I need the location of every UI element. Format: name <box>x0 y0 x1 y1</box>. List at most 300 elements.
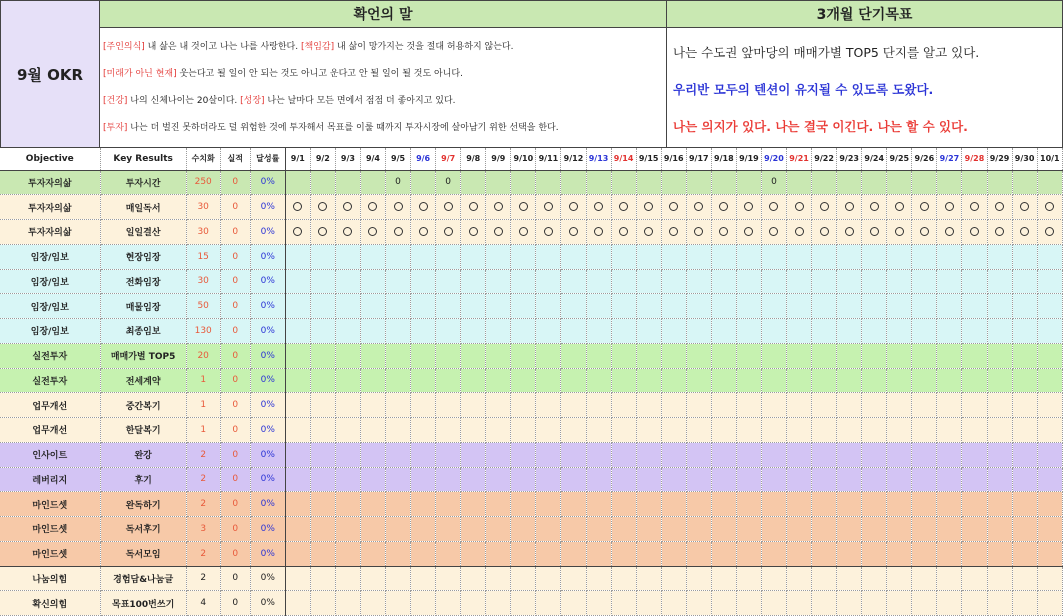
day-cell[interactable] <box>711 566 736 591</box>
day-cell[interactable] <box>486 393 511 418</box>
day-cell[interactable] <box>887 319 912 344</box>
day-cell[interactable] <box>386 591 411 616</box>
day-cell[interactable] <box>611 418 636 443</box>
day-cell[interactable] <box>511 492 536 517</box>
day-cell[interactable] <box>837 541 862 566</box>
day-cell[interactable] <box>962 170 987 195</box>
key-result-cell[interactable]: 독서모임 <box>100 541 186 566</box>
day-cell[interactable] <box>761 591 786 616</box>
day-cell[interactable] <box>837 467 862 492</box>
day-cell[interactable] <box>837 220 862 245</box>
day-cell[interactable] <box>636 492 661 517</box>
day-cell[interactable] <box>736 220 761 245</box>
day-cell[interactable] <box>962 368 987 393</box>
day-cell[interactable] <box>736 368 761 393</box>
day-cell[interactable] <box>887 467 912 492</box>
day-cell[interactable] <box>486 368 511 393</box>
day-cell[interactable] <box>686 492 711 517</box>
day-cell[interactable] <box>711 294 736 319</box>
day-cell[interactable] <box>887 442 912 467</box>
day-cell[interactable] <box>360 294 385 319</box>
day-cell[interactable] <box>561 393 586 418</box>
day-cell[interactable] <box>837 343 862 368</box>
key-result-cell[interactable]: 한달복기 <box>100 418 186 443</box>
col-header-rate[interactable]: 달성률 <box>250 148 285 170</box>
day-cell[interactable] <box>586 343 611 368</box>
day-cell[interactable] <box>812 517 837 542</box>
day-cell[interactable] <box>837 442 862 467</box>
day-cell[interactable] <box>611 492 636 517</box>
day-cell[interactable] <box>912 220 937 245</box>
day-cell[interactable] <box>812 418 837 443</box>
day-cell[interactable] <box>561 591 586 616</box>
rate-cell[interactable]: 0% <box>250 343 285 368</box>
objective-cell[interactable]: 인사이트 <box>0 442 100 467</box>
day-cell[interactable] <box>987 591 1012 616</box>
day-cell[interactable] <box>335 591 360 616</box>
day-cell[interactable] <box>411 368 436 393</box>
objective-cell[interactable]: 업무개선 <box>0 418 100 443</box>
col-header-day[interactable]: 9/18 <box>711 148 736 170</box>
day-cell[interactable] <box>636 294 661 319</box>
day-cell[interactable] <box>310 269 335 294</box>
day-cell[interactable] <box>661 343 686 368</box>
day-cell[interactable] <box>360 319 385 344</box>
day-cell[interactable] <box>812 467 837 492</box>
actual-cell[interactable]: 0 <box>220 220 250 245</box>
day-cell[interactable] <box>335 541 360 566</box>
objective-cell[interactable]: 업무개선 <box>0 393 100 418</box>
day-cell[interactable] <box>812 442 837 467</box>
actual-cell[interactable]: 0 <box>220 170 250 195</box>
day-cell[interactable] <box>736 467 761 492</box>
day-cell[interactable] <box>310 220 335 245</box>
day-cell[interactable] <box>360 442 385 467</box>
day-cell[interactable] <box>887 566 912 591</box>
day-cell[interactable]: 0 <box>386 170 411 195</box>
day-cell[interactable] <box>285 220 310 245</box>
goal-cell[interactable] <box>667 28 1063 148</box>
day-cell[interactable] <box>711 591 736 616</box>
target-cell[interactable]: 2 <box>186 566 220 591</box>
day-cell[interactable] <box>862 591 887 616</box>
day-cell[interactable] <box>761 368 786 393</box>
day-cell[interactable] <box>461 591 486 616</box>
day-cell[interactable] <box>335 294 360 319</box>
day-cell[interactable] <box>1012 368 1037 393</box>
day-cell[interactable] <box>436 368 461 393</box>
day-cell[interactable] <box>461 343 486 368</box>
objective-cell[interactable]: 투자자의삶 <box>0 195 100 220</box>
day-cell[interactable] <box>686 343 711 368</box>
day-cell[interactable] <box>661 442 686 467</box>
day-cell[interactable] <box>636 566 661 591</box>
day-cell[interactable] <box>386 517 411 542</box>
actual-cell[interactable]: 0 <box>220 343 250 368</box>
day-cell[interactable] <box>937 566 962 591</box>
day-cell[interactable] <box>611 517 636 542</box>
day-cell[interactable] <box>937 393 962 418</box>
day-cell[interactable] <box>436 244 461 269</box>
col-header-day[interactable]: 9/10 <box>511 148 536 170</box>
day-cell[interactable] <box>486 170 511 195</box>
day-cell[interactable] <box>335 368 360 393</box>
day-cell[interactable] <box>335 244 360 269</box>
day-cell[interactable] <box>711 393 736 418</box>
day-cell[interactable] <box>1037 442 1062 467</box>
col-header-day[interactable]: 9/2 <box>310 148 335 170</box>
day-cell[interactable] <box>386 269 411 294</box>
day-cell[interactable] <box>335 517 360 542</box>
key-result-cell[interactable]: 매일독서 <box>100 195 186 220</box>
day-cell[interactable] <box>987 195 1012 220</box>
objective-cell[interactable]: 임장/임보 <box>0 269 100 294</box>
day-cell[interactable] <box>837 591 862 616</box>
day-cell[interactable] <box>711 269 736 294</box>
day-cell[interactable] <box>636 244 661 269</box>
day-cell[interactable] <box>486 418 511 443</box>
day-cell[interactable] <box>1037 467 1062 492</box>
day-cell[interactable] <box>536 195 561 220</box>
day-cell[interactable] <box>386 244 411 269</box>
day-cell[interactable] <box>711 343 736 368</box>
day-cell[interactable] <box>511 418 536 443</box>
day-cell[interactable] <box>310 393 335 418</box>
objective-cell[interactable]: 임장/임보 <box>0 294 100 319</box>
day-cell[interactable] <box>937 195 962 220</box>
day-cell[interactable] <box>436 517 461 542</box>
day-cell[interactable] <box>887 418 912 443</box>
day-cell[interactable] <box>812 244 837 269</box>
day-cell[interactable] <box>411 541 436 566</box>
day-cell[interactable] <box>285 442 310 467</box>
actual-cell[interactable]: 0 <box>220 368 250 393</box>
day-cell[interactable] <box>887 591 912 616</box>
rate-cell[interactable]: 0% <box>250 195 285 220</box>
day-cell[interactable] <box>1012 244 1037 269</box>
day-cell[interactable] <box>486 517 511 542</box>
rate-cell[interactable]: 0% <box>250 566 285 591</box>
day-cell[interactable] <box>661 269 686 294</box>
day-cell[interactable] <box>461 319 486 344</box>
day-cell[interactable] <box>486 343 511 368</box>
day-cell[interactable] <box>787 393 812 418</box>
day-cell[interactable] <box>761 319 786 344</box>
day-cell[interactable] <box>887 294 912 319</box>
day-cell[interactable] <box>536 319 561 344</box>
day-cell[interactable] <box>285 170 310 195</box>
day-cell[interactable] <box>837 269 862 294</box>
day-cell[interactable] <box>1012 418 1037 443</box>
day-cell[interactable] <box>486 591 511 616</box>
day-cell[interactable] <box>436 467 461 492</box>
day-cell[interactable] <box>411 566 436 591</box>
day-cell[interactable] <box>461 492 486 517</box>
day-cell[interactable] <box>536 517 561 542</box>
day-cell[interactable] <box>686 319 711 344</box>
day-cell[interactable] <box>686 517 711 542</box>
day-cell[interactable] <box>862 541 887 566</box>
day-cell[interactable] <box>711 442 736 467</box>
day-cell[interactable] <box>912 195 937 220</box>
day-cell[interactable] <box>937 269 962 294</box>
day-cell[interactable] <box>912 418 937 443</box>
day-cell[interactable] <box>411 393 436 418</box>
day-cell[interactable] <box>987 294 1012 319</box>
day-cell[interactable] <box>736 393 761 418</box>
day-cell[interactable] <box>511 541 536 566</box>
day-cell[interactable] <box>536 220 561 245</box>
day-cell[interactable] <box>1012 343 1037 368</box>
day-cell[interactable] <box>285 517 310 542</box>
target-cell[interactable]: 30 <box>186 269 220 294</box>
col-header-day[interactable]: 9/26 <box>912 148 937 170</box>
col-header-day[interactable]: 9/29 <box>987 148 1012 170</box>
day-cell[interactable] <box>736 541 761 566</box>
day-cell[interactable] <box>661 368 686 393</box>
day-cell[interactable] <box>536 269 561 294</box>
day-cell[interactable] <box>987 319 1012 344</box>
day-cell[interactable] <box>1037 517 1062 542</box>
day-cell[interactable] <box>711 418 736 443</box>
day-cell[interactable] <box>461 195 486 220</box>
rate-cell[interactable]: 0% <box>250 517 285 542</box>
day-cell[interactable] <box>686 541 711 566</box>
day-cell[interactable] <box>561 541 586 566</box>
day-cell[interactable] <box>611 244 636 269</box>
rate-cell[interactable]: 0% <box>250 591 285 616</box>
day-cell[interactable] <box>386 541 411 566</box>
day-cell[interactable] <box>1012 591 1037 616</box>
target-cell[interactable]: 2 <box>186 541 220 566</box>
day-cell[interactable] <box>285 244 310 269</box>
day-cell[interactable] <box>360 244 385 269</box>
day-cell[interactable] <box>561 492 586 517</box>
day-cell[interactable] <box>912 269 937 294</box>
day-cell[interactable] <box>812 170 837 195</box>
day-cell[interactable] <box>436 393 461 418</box>
actual-cell[interactable]: 0 <box>220 393 250 418</box>
day-cell[interactable] <box>761 418 786 443</box>
target-cell[interactable]: 30 <box>186 220 220 245</box>
col-header-day[interactable]: 9/21 <box>787 148 812 170</box>
day-cell[interactable] <box>987 418 1012 443</box>
day-cell[interactable] <box>636 170 661 195</box>
day-cell[interactable] <box>962 343 987 368</box>
day-cell[interactable] <box>586 195 611 220</box>
day-cell[interactable] <box>536 566 561 591</box>
day-cell[interactable] <box>461 517 486 542</box>
target-cell[interactable]: 3 <box>186 517 220 542</box>
day-cell[interactable] <box>787 343 812 368</box>
day-cell[interactable] <box>837 244 862 269</box>
day-cell[interactable] <box>686 294 711 319</box>
day-cell[interactable] <box>486 492 511 517</box>
day-cell[interactable] <box>561 418 586 443</box>
day-cell[interactable] <box>937 517 962 542</box>
day-cell[interactable] <box>285 492 310 517</box>
day-cell[interactable] <box>862 492 887 517</box>
actual-cell[interactable]: 0 <box>220 541 250 566</box>
day-cell[interactable] <box>812 393 837 418</box>
day-cell[interactable] <box>360 566 385 591</box>
day-cell[interactable] <box>511 467 536 492</box>
day-cell[interactable] <box>561 269 586 294</box>
rate-cell[interactable]: 0% <box>250 294 285 319</box>
day-cell[interactable] <box>310 541 335 566</box>
day-cell[interactable] <box>436 220 461 245</box>
affirmation-title[interactable]: 확언의 말 <box>100 0 667 28</box>
day-cell[interactable] <box>812 566 837 591</box>
col-header-day[interactable]: 9/27 <box>937 148 962 170</box>
day-cell[interactable] <box>1037 368 1062 393</box>
col-header-day[interactable]: 9/24 <box>862 148 887 170</box>
day-cell[interactable] <box>987 541 1012 566</box>
day-cell[interactable] <box>1037 170 1062 195</box>
day-cell[interactable] <box>661 566 686 591</box>
day-cell[interactable] <box>1037 418 1062 443</box>
day-cell[interactable] <box>787 418 812 443</box>
day-cell[interactable] <box>987 269 1012 294</box>
day-cell[interactable] <box>887 244 912 269</box>
day-cell[interactable] <box>310 244 335 269</box>
col-header-day[interactable]: 9/1 <box>285 148 310 170</box>
day-cell[interactable] <box>962 294 987 319</box>
day-cell[interactable] <box>962 492 987 517</box>
day-cell[interactable] <box>285 591 310 616</box>
col-header-day[interactable]: 9/5 <box>386 148 411 170</box>
day-cell[interactable] <box>787 517 812 542</box>
day-cell[interactable] <box>686 442 711 467</box>
day-cell[interactable] <box>461 442 486 467</box>
day-cell[interactable] <box>761 467 786 492</box>
day-cell[interactable] <box>1012 541 1037 566</box>
day-cell[interactable] <box>310 591 335 616</box>
day-cell[interactable] <box>561 343 586 368</box>
day-cell[interactable] <box>812 294 837 319</box>
day-cell[interactable] <box>736 343 761 368</box>
day-cell[interactable] <box>561 566 586 591</box>
day-cell[interactable] <box>386 442 411 467</box>
day-cell[interactable] <box>736 442 761 467</box>
day-cell[interactable] <box>937 541 962 566</box>
day-cell[interactable] <box>386 220 411 245</box>
day-cell[interactable] <box>386 343 411 368</box>
day-cell[interactable] <box>486 541 511 566</box>
day-cell[interactable] <box>285 294 310 319</box>
day-cell[interactable] <box>285 566 310 591</box>
day-cell[interactable] <box>285 368 310 393</box>
day-cell[interactable] <box>962 566 987 591</box>
key-result-cell[interactable]: 완독하기 <box>100 492 186 517</box>
day-cell[interactable] <box>1012 492 1037 517</box>
day-cell[interactable] <box>386 195 411 220</box>
objective-cell[interactable]: 투자자의삶 <box>0 170 100 195</box>
day-cell[interactable] <box>837 517 862 542</box>
day-cell[interactable] <box>862 368 887 393</box>
day-cell[interactable] <box>962 418 987 443</box>
col-header-key-results[interactable]: Key Results <box>100 148 186 170</box>
day-cell[interactable] <box>386 294 411 319</box>
day-cell[interactable] <box>360 368 385 393</box>
day-cell[interactable] <box>661 418 686 443</box>
day-cell[interactable] <box>335 393 360 418</box>
day-cell[interactable] <box>360 343 385 368</box>
day-cell[interactable] <box>661 492 686 517</box>
day-cell[interactable] <box>586 244 611 269</box>
day-cell[interactable] <box>611 195 636 220</box>
day-cell[interactable] <box>486 319 511 344</box>
day-cell[interactable] <box>536 418 561 443</box>
key-result-cell[interactable]: 투자시간 <box>100 170 186 195</box>
day-cell[interactable] <box>787 541 812 566</box>
day-cell[interactable] <box>586 393 611 418</box>
day-cell[interactable] <box>837 418 862 443</box>
day-cell[interactable] <box>987 467 1012 492</box>
day-cell[interactable] <box>636 393 661 418</box>
day-cell[interactable] <box>636 368 661 393</box>
day-cell[interactable] <box>862 393 887 418</box>
actual-cell[interactable]: 0 <box>220 269 250 294</box>
day-cell[interactable] <box>787 170 812 195</box>
day-cell[interactable] <box>561 195 586 220</box>
day-cell[interactable] <box>411 195 436 220</box>
day-cell[interactable] <box>787 442 812 467</box>
day-cell[interactable]: 0 <box>761 170 786 195</box>
day-cell[interactable] <box>461 294 486 319</box>
day-cell[interactable] <box>761 492 786 517</box>
day-cell[interactable] <box>661 220 686 245</box>
day-cell[interactable] <box>436 442 461 467</box>
day-cell[interactable] <box>360 269 385 294</box>
day-cell[interactable] <box>787 220 812 245</box>
day-cell[interactable] <box>335 442 360 467</box>
day-cell[interactable] <box>711 541 736 566</box>
day-cell[interactable] <box>436 418 461 443</box>
day-cell[interactable] <box>736 517 761 542</box>
day-cell[interactable] <box>1012 566 1037 591</box>
day-cell[interactable] <box>461 418 486 443</box>
rate-cell[interactable]: 0% <box>250 220 285 245</box>
day-cell[interactable] <box>787 294 812 319</box>
day-cell[interactable] <box>586 566 611 591</box>
day-cell[interactable] <box>486 294 511 319</box>
day-cell[interactable] <box>310 467 335 492</box>
day-cell[interactable] <box>511 220 536 245</box>
col-header-day[interactable]: 10/1 <box>1037 148 1062 170</box>
day-cell[interactable] <box>887 170 912 195</box>
day-cell[interactable] <box>386 393 411 418</box>
day-cell[interactable] <box>411 418 436 443</box>
key-result-cell[interactable]: 완강 <box>100 442 186 467</box>
day-cell[interactable] <box>812 319 837 344</box>
target-cell[interactable]: 20 <box>186 343 220 368</box>
day-cell[interactable] <box>536 541 561 566</box>
day-cell[interactable] <box>962 541 987 566</box>
day-cell[interactable] <box>912 393 937 418</box>
day-cell[interactable] <box>360 220 385 245</box>
col-header-day[interactable]: 9/8 <box>461 148 486 170</box>
day-cell[interactable] <box>310 294 335 319</box>
day-cell[interactable] <box>636 442 661 467</box>
day-cell[interactable] <box>1037 343 1062 368</box>
day-cell[interactable] <box>987 442 1012 467</box>
day-cell[interactable] <box>887 368 912 393</box>
day-cell[interactable] <box>1012 319 1037 344</box>
day-cell[interactable] <box>511 393 536 418</box>
day-cell[interactable] <box>486 269 511 294</box>
day-cell[interactable] <box>335 319 360 344</box>
